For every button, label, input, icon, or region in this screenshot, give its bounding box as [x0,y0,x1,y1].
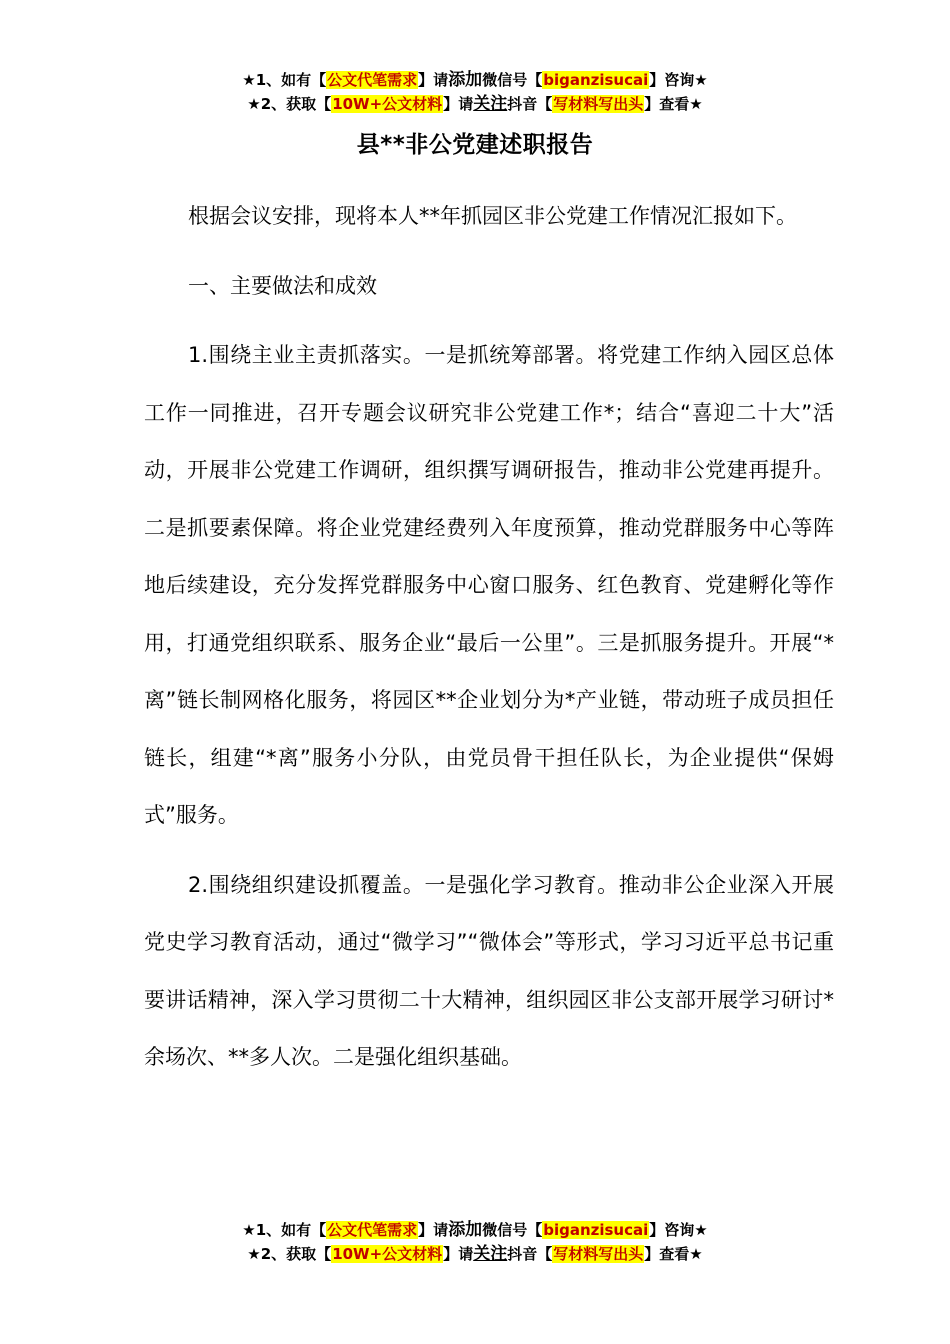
banner-line-1 [0,1218,950,1242]
banner-text: 】请 [418,71,449,89]
banner-text: 微信号【 [482,1221,543,1239]
banner-text: ★2、获取【 [247,95,332,113]
banner-emphasis: 关注 [473,1244,508,1264]
banner-text: 】咨询★ [649,1221,708,1239]
banner-line-1 [0,68,950,92]
banner-text: 抖音【 [507,95,553,113]
banner-emphasis: 添加 [448,70,483,90]
banner-text: 微信号【 [482,71,543,89]
paragraph-1: 1.围绕主业主责抓落实。一是抓统筹部署。将党建工作纳入园区总体工作一同推进，召开专题会议研究非公党建工作*；结合“喜迎二十大”活动，开展非公党建工作调研，组织撰写调研报告，推动非公党建再提升。二是抓要素保障。将企业党建经费列入年度预算，推动党群服务中心等阵地后续建设，充分发挥党群服务中心窗口服务、红色教育、党建孵化等作用，打通党组织联系、服务企业“最后一公里”。三是抓服务提升。开展“*离”链长制网格化服务，将园区**企业划分为*产业链，带动班子成员担任链长，组建“*离”服务小分队，由党员骨干担任队长，为企业提供“保姆式”服务。 [144,343,834,827]
banner-text: 】请 [443,1245,474,1263]
banner-text: 】查看★ [644,1245,703,1263]
banner-emphasis: 添加 [448,1220,483,1240]
highlight-service: 公文代笔需求 [327,1221,418,1239]
banner-line-2 [0,92,950,116]
banner-text: 】查看★ [644,95,703,113]
document-title: 县**非公党建述职报告 [356,132,594,158]
top-banner [0,68,950,116]
banner-text: ★1、如有【 [242,71,327,89]
banner-text: ★2、获取【 [247,1245,332,1263]
highlight-materials: 10W+公文材料 [332,95,443,113]
section-heading: 一、主要做法和成效 [188,273,377,298]
highlight-service: 公文代笔需求 [327,71,418,89]
highlight-douyin: 写材料写出头 [553,1245,644,1263]
banner-text: 】请 [443,95,474,113]
paragraph-2: 2.围绕组织建设抓覆盖。一是强化学习教育。推动非公企业深入开展党史学习教育活动，通过“微学习”“微体会”等形式，学习习近平总书记重要讲话精神，深入学习贯彻二十大精神，组织园区非公支部开展学习研讨*余场次、**多人次。二是强化组织基础。 [144,872,834,1069]
banner-text: 抖音【 [507,1245,553,1263]
banner-text: 】请 [418,1221,449,1239]
document-body [144,188,834,1087]
highlight-douyin: 写材料写出头 [553,95,644,113]
banner-emphasis: 关注 [473,94,508,114]
banner-line-2 [0,1242,950,1266]
highlight-wechat-id: biganzisucai [543,71,649,89]
highlight-wechat-id: biganzisucai [543,1221,649,1239]
banner-text: 】咨询★ [649,71,708,89]
highlight-materials: 10W+公文材料 [332,1245,443,1263]
banner-text: ★1、如有【 [242,1221,327,1239]
paragraph-intro: 根据会议安排，现将本人**年抓园区非公党建工作情况汇报如下。 [188,204,797,228]
bottom-banner [0,1218,950,1266]
